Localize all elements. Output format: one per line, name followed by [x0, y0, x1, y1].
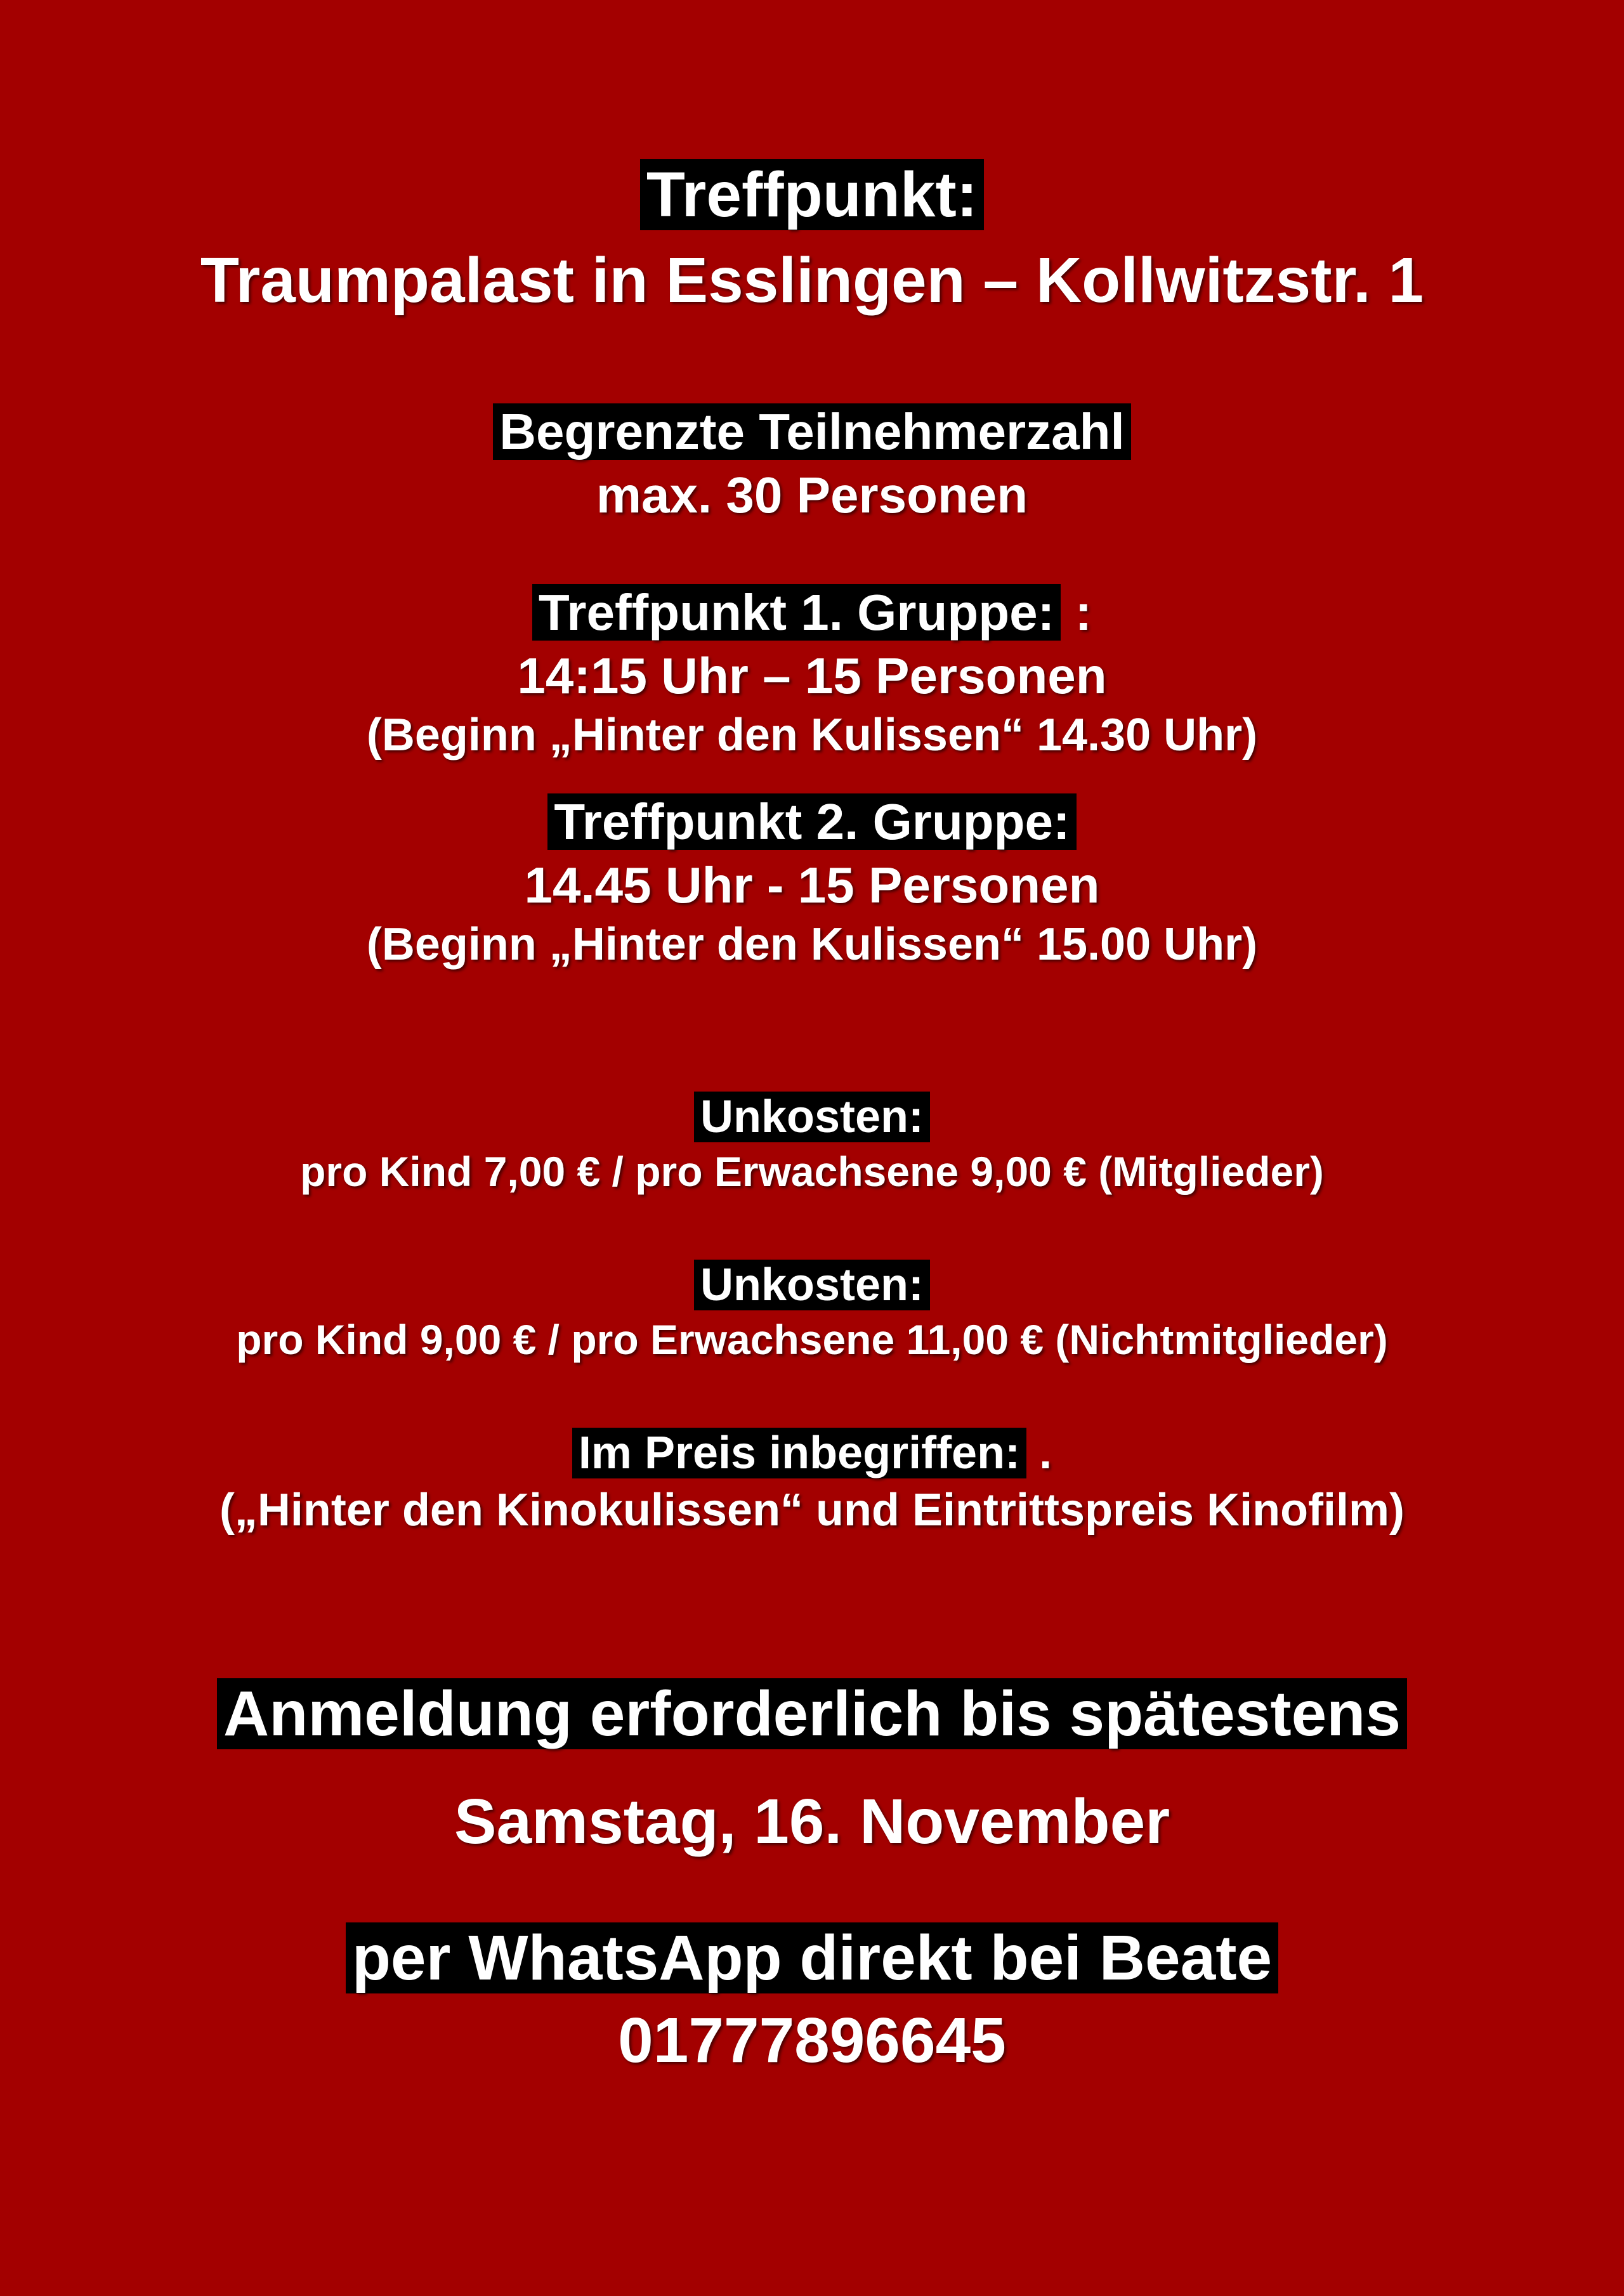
costs-members-heading: Unkosten: — [694, 1092, 930, 1142]
included-heading-suffix: . — [1026, 1428, 1052, 1478]
contact-heading: per WhatsApp direkt bei Beate — [346, 1922, 1278, 1993]
meeting-location: Traumpalast in Esslingen – Kollwitzstr. 1 — [200, 245, 1424, 316]
costs-members-text: pro Kind 7,00 € / pro Erwachsene 9,00 € (Mitglieder) — [300, 1148, 1324, 1195]
group2-heading-line — [0, 793, 1624, 851]
capacity-heading: Begrenzte Teilnehmerzahl — [493, 403, 1130, 460]
group1-heading: Treffpunkt 1. Gruppe: — [532, 584, 1061, 641]
meeting-heading: Treffpunkt: — [640, 159, 984, 230]
included-heading: Im Preis inbegriffen: — [572, 1428, 1026, 1478]
group1-start: (Beginn „Hinter den Kulissen“ 14.30 Uhr) — [366, 710, 1258, 760]
capacity-value: max. 30 Personen — [596, 467, 1028, 523]
costs-members-heading-line — [0, 1091, 1624, 1144]
costs-nonmembers-heading-line — [0, 1259, 1624, 1312]
group1-time: 14:15 Uhr – 15 Personen — [517, 648, 1107, 704]
group2-heading: Treffpunkt 2. Gruppe: — [547, 793, 1076, 850]
group1-heading-line — [0, 584, 1624, 642]
contact-heading-line — [0, 1922, 1624, 1995]
costs-nonmembers-text: pro Kind 9,00 € / pro Erwachsene 11,00 € (Nichtmitglieder) — [236, 1316, 1388, 1363]
meeting-heading-line — [0, 159, 1624, 232]
group1-heading-suffix: : — [1061, 584, 1092, 641]
registration-deadline: Samstag, 16. November — [454, 1786, 1170, 1857]
costs-nonmembers-heading: Unkosten: — [694, 1260, 930, 1310]
capacity-heading-line — [0, 403, 1624, 461]
included-text: („Hinter den Kinokulissen“ und Eintrittspreis Kinofilm) — [219, 1485, 1405, 1536]
group2-time: 14.45 Uhr - 15 Personen — [524, 857, 1100, 913]
group2-start: (Beginn „Hinter den Kulissen“ 15.00 Uhr) — [366, 919, 1258, 970]
contact-phone: 01777896645 — [618, 2005, 1006, 2076]
included-heading-line — [0, 1427, 1624, 1480]
registration-heading: Anmeldung erforderlich bis spätestens — [217, 1678, 1407, 1749]
registration-heading-line — [0, 1678, 1624, 1751]
